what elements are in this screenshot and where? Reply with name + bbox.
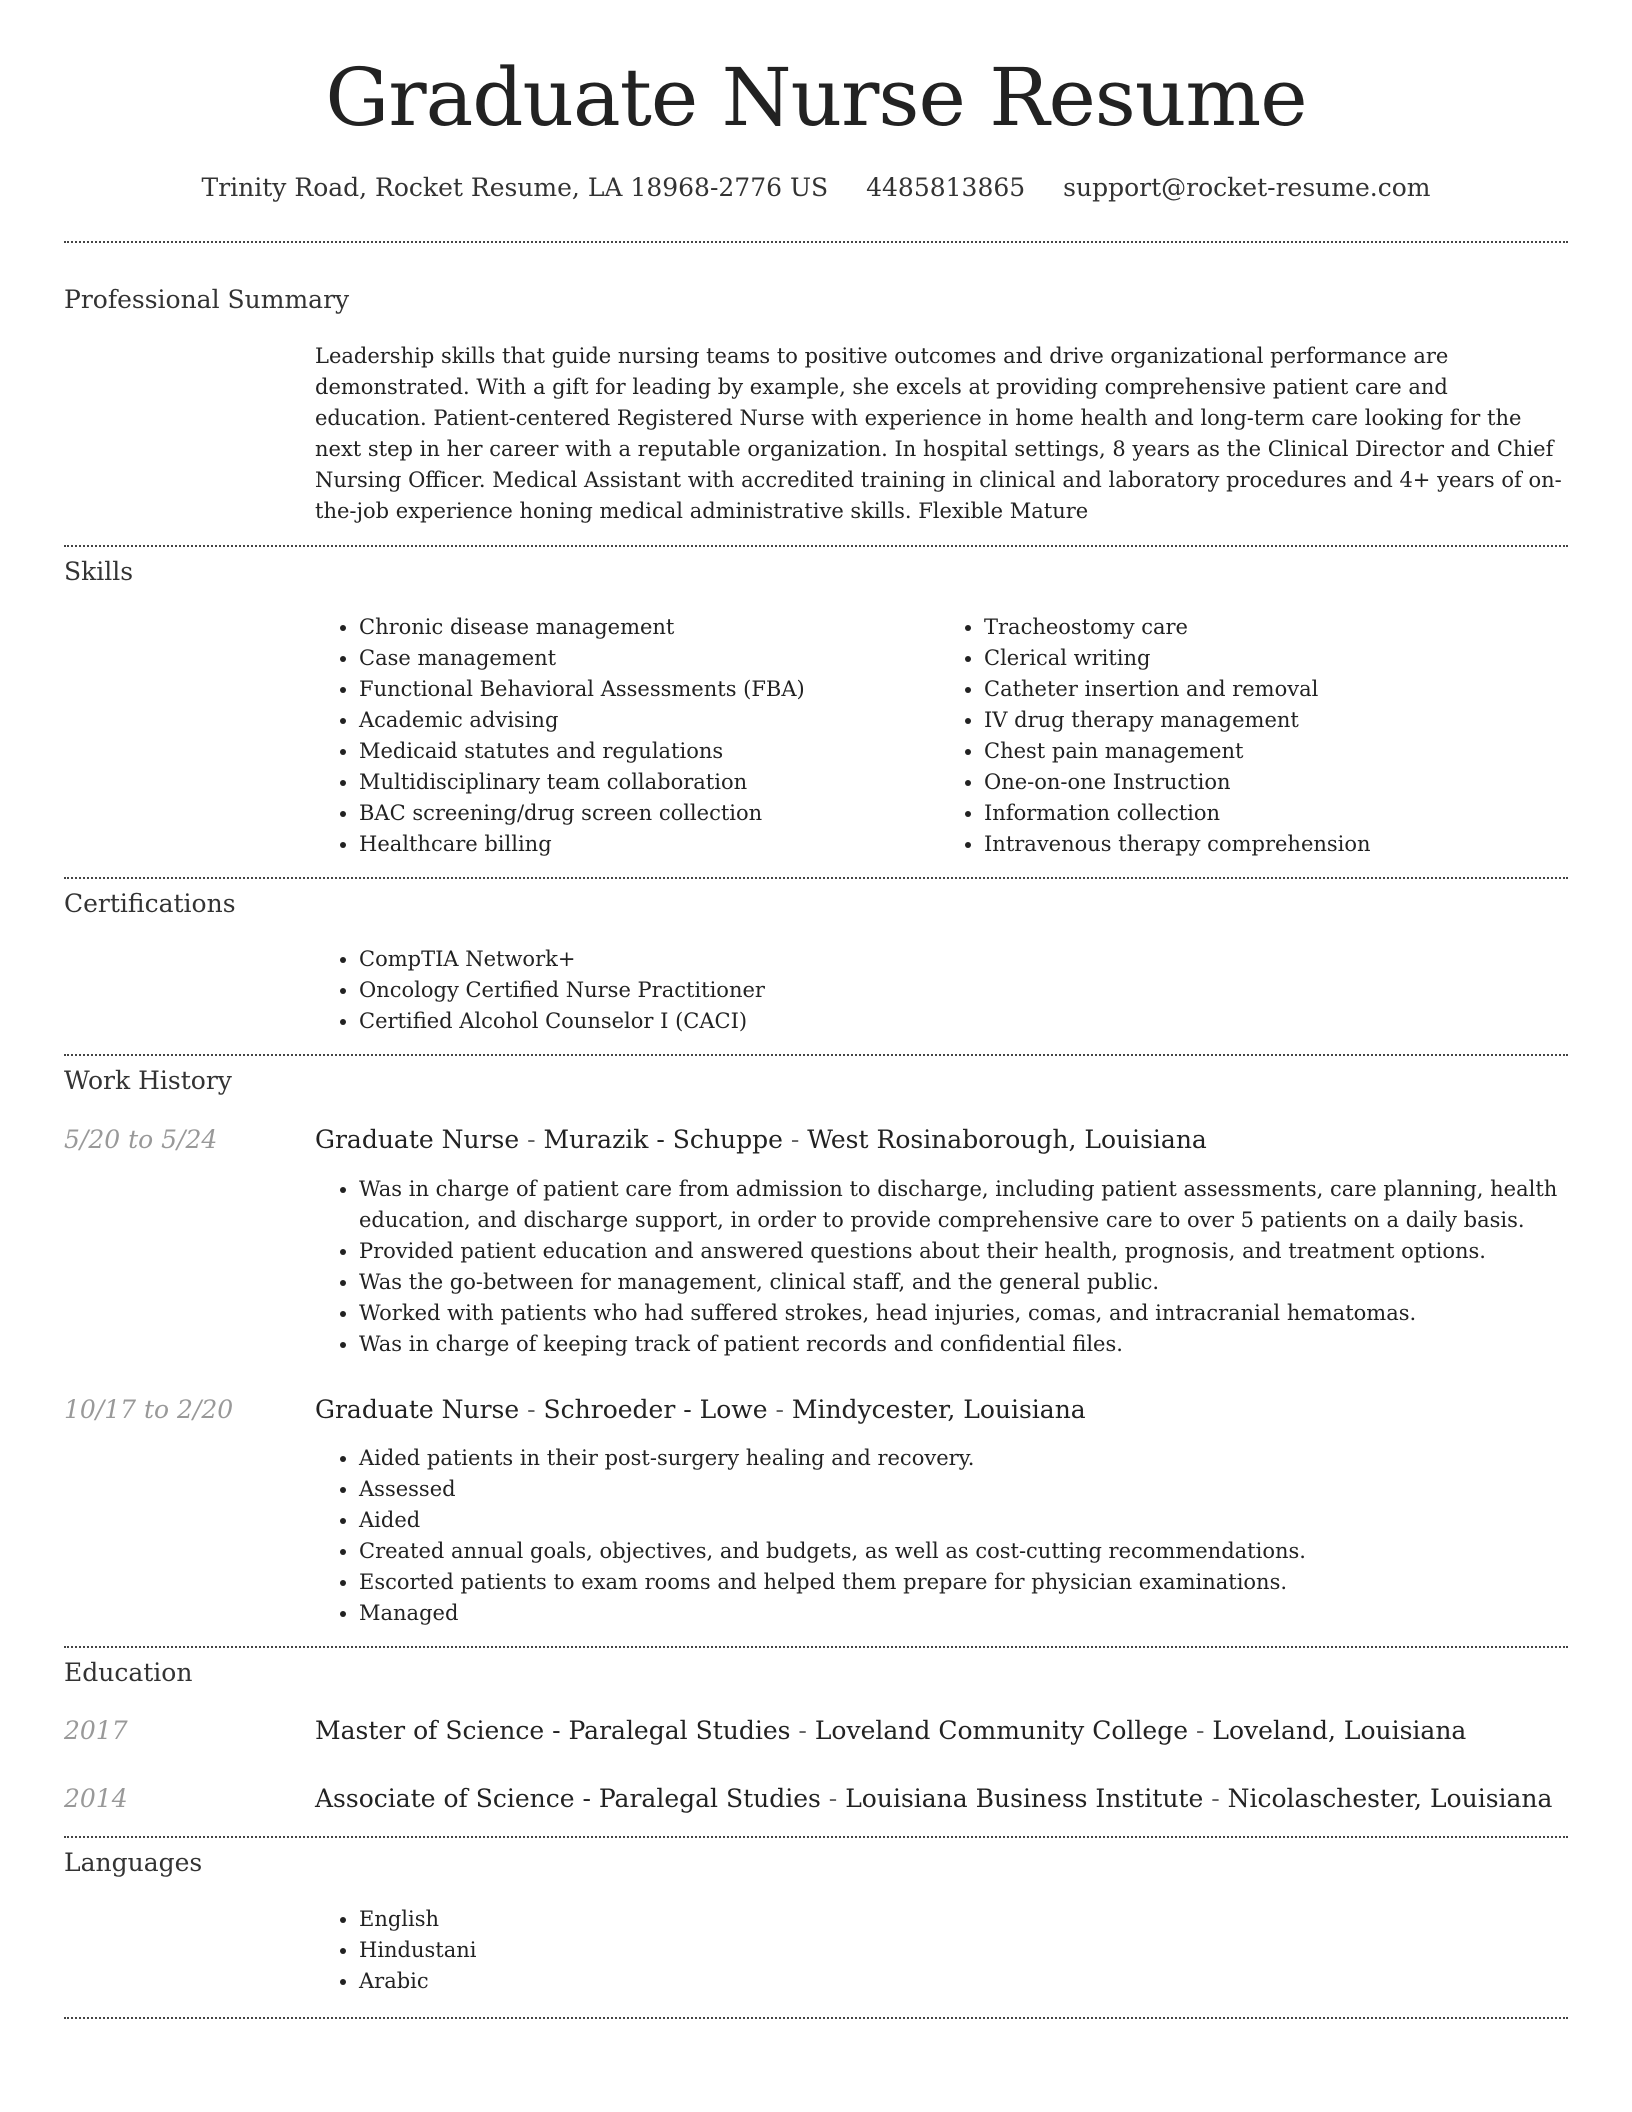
languages-list <box>315 1904 1565 1997</box>
job-bullets <box>315 1443 1565 1629</box>
job-location: Mindycester, Louisiana <box>791 1395 1086 1424</box>
job-bullet: • Was the go-between for management, clinical staff, and the general public. <box>359 1267 1565 1298</box>
certification-item: • Certified Alcohol Counselor I (CACI) <box>359 1006 1565 1037</box>
section-title-summary: Professional Summary <box>64 285 350 314</box>
job-heading <box>315 1123 1207 1157</box>
education-degree: Associate of Science - Paralegal Studies <box>315 1784 821 1813</box>
languages-block <box>315 1904 1565 1997</box>
skill-item: • Case management <box>359 643 940 674</box>
section-title-certifications: Certifications <box>64 889 236 918</box>
language-item: • English <box>359 1904 1565 1935</box>
separator: - <box>790 1716 815 1745</box>
certifications-block <box>315 944 1565 1037</box>
certifications-list <box>315 944 1565 1037</box>
job-bullet: • Created annual goals, objectives, and budgets, as well as cost-cutting recommendations. <box>359 1536 1565 1567</box>
job-dates: 5/20 to 5/24 <box>64 1125 218 1154</box>
divider <box>64 1646 1568 1648</box>
language-item: • Arabic <box>359 1966 1565 1997</box>
summary-text: Leadership skills that guide nursing teams to positive outcomes and drive organizational performance are demonstrated. With a gift for leading by example, she excels at providing comprehensive patient care and education. Patient-centered Registered Nurse with experience in home health and long-term care looking for the next step in her career with a reputable organization. In hospital settings, 8 years as the Clinical Director and Chief Nursing Officer. Medical Assistant with accredited training in clinical and laboratory procedures and 4+ years of on-the-job experience honing medical administrative skills. Flexible Mature <box>315 344 1562 523</box>
skill-item: • Clerical writing <box>984 643 1565 674</box>
skill-item: • IV drug therapy management <box>984 705 1565 736</box>
job-bullet: • Aided patients in their post-surgery healing and recovery. <box>359 1443 1565 1474</box>
separator: - <box>519 1395 544 1424</box>
job-role: Graduate Nurse <box>315 1395 520 1424</box>
education-school: Loveland Community College <box>814 1716 1189 1745</box>
divider <box>64 877 1568 879</box>
education-location: Nicolaschester, Louisiana <box>1227 1784 1553 1813</box>
separator: - <box>782 1125 808 1154</box>
skills-list-right <box>940 612 1565 860</box>
education-heading <box>315 1782 1552 1816</box>
separator: - <box>767 1395 792 1424</box>
certification-item: • CompTIA Network+ <box>359 944 1565 975</box>
language-item: • Hindustani <box>359 1935 1565 1966</box>
job-heading <box>315 1393 1086 1427</box>
job-role: Graduate Nurse <box>315 1125 520 1154</box>
education-degree: Master of Science - Paralegal Studies <box>315 1716 791 1745</box>
skill-item: • Medicaid statutes and regulations <box>359 736 940 767</box>
education-year: 2014 <box>64 1784 128 1813</box>
contact-phone: 4485813865 <box>866 173 1026 202</box>
job-bullets <box>315 1174 1565 1360</box>
job-dates: 10/17 to 2/20 <box>64 1395 234 1424</box>
skill-item: • Intravenous therapy comprehension <box>984 829 1565 860</box>
job-bullets-block <box>315 1174 1565 1360</box>
skills-columns <box>315 612 1565 860</box>
separator: - <box>519 1125 544 1154</box>
job-bullet: • Escorted patients to exam rooms and helped them prepare for physician examinations. <box>359 1567 1565 1598</box>
section-title-education: Education <box>64 1658 193 1687</box>
job-bullets-block <box>315 1443 1565 1629</box>
job-bullet: • Was in charge of patient care from admission to discharge, including patient assessments, care planning, health education, and discharge support, in order to provide comprehensive care to over 5 patients on a daily basis. <box>359 1174 1565 1236</box>
divider <box>64 1054 1568 1056</box>
skill-item: • Tracheostomy care <box>984 612 1565 643</box>
section-title-languages: Languages <box>64 1848 203 1877</box>
job-company: Murazik - Schuppe <box>543 1125 783 1154</box>
job-bullet: • Aided <box>359 1505 1565 1536</box>
divider <box>64 545 1568 547</box>
skill-item: • Chest pain management <box>984 736 1565 767</box>
separator: - <box>1203 1784 1228 1813</box>
skill-item: • Healthcare billing <box>359 829 940 860</box>
skill-item: • Information collection <box>984 798 1565 829</box>
job-bullet: • Worked with patients who had suffered strokes, head injuries, comas, and intracranial hematomas. <box>359 1298 1565 1329</box>
skill-item: • Academic advising <box>359 705 940 736</box>
job-company: Schroeder - Lowe <box>543 1395 768 1424</box>
contact-email: support@rocket-resume.com <box>1063 173 1431 202</box>
separator: - <box>820 1784 846 1813</box>
skill-item: • BAC screening/drug screen collection <box>359 798 940 829</box>
job-bullet: • Managed <box>359 1598 1565 1629</box>
skills-list-left <box>315 612 940 860</box>
contact-address: Trinity Road, Rocket Resume, LA 18968-2776 US <box>201 173 829 202</box>
education-location: Loveland, Louisiana <box>1212 1716 1467 1745</box>
education-school: Louisiana Business Institute <box>845 1784 1204 1813</box>
contact-line <box>0 170 1632 206</box>
education-heading <box>315 1714 1466 1748</box>
section-title-work: Work History <box>64 1066 232 1095</box>
section-title-skills: Skills <box>64 557 134 586</box>
skill-item: • Functional Behavioral Assessments (FBA) <box>359 674 940 705</box>
skill-item: • One-on-one Instruction <box>984 767 1565 798</box>
education-year: 2017 <box>64 1716 128 1745</box>
divider <box>64 2017 1568 2019</box>
skill-item: • Multidisciplinary team collaboration <box>359 767 940 798</box>
job-bullet: • Provided patient education and answered questions about their health, prognosis, and treatment options. <box>359 1236 1565 1267</box>
skill-item: • Chronic disease management <box>359 612 940 643</box>
job-location: West Rosinaborough, Louisiana <box>807 1125 1207 1154</box>
certification-item: • Oncology Certified Nurse Practitioner <box>359 975 1565 1006</box>
skill-item: • Catheter insertion and removal <box>984 674 1565 705</box>
divider <box>64 1836 1568 1838</box>
job-bullet: • Was in charge of keeping track of patient records and confidential files. <box>359 1329 1565 1360</box>
divider <box>64 241 1568 243</box>
job-bullet: • Assessed <box>359 1474 1565 1505</box>
resume-name: Graduate Nurse Resume <box>325 51 1307 144</box>
separator: - <box>1188 1716 1213 1745</box>
